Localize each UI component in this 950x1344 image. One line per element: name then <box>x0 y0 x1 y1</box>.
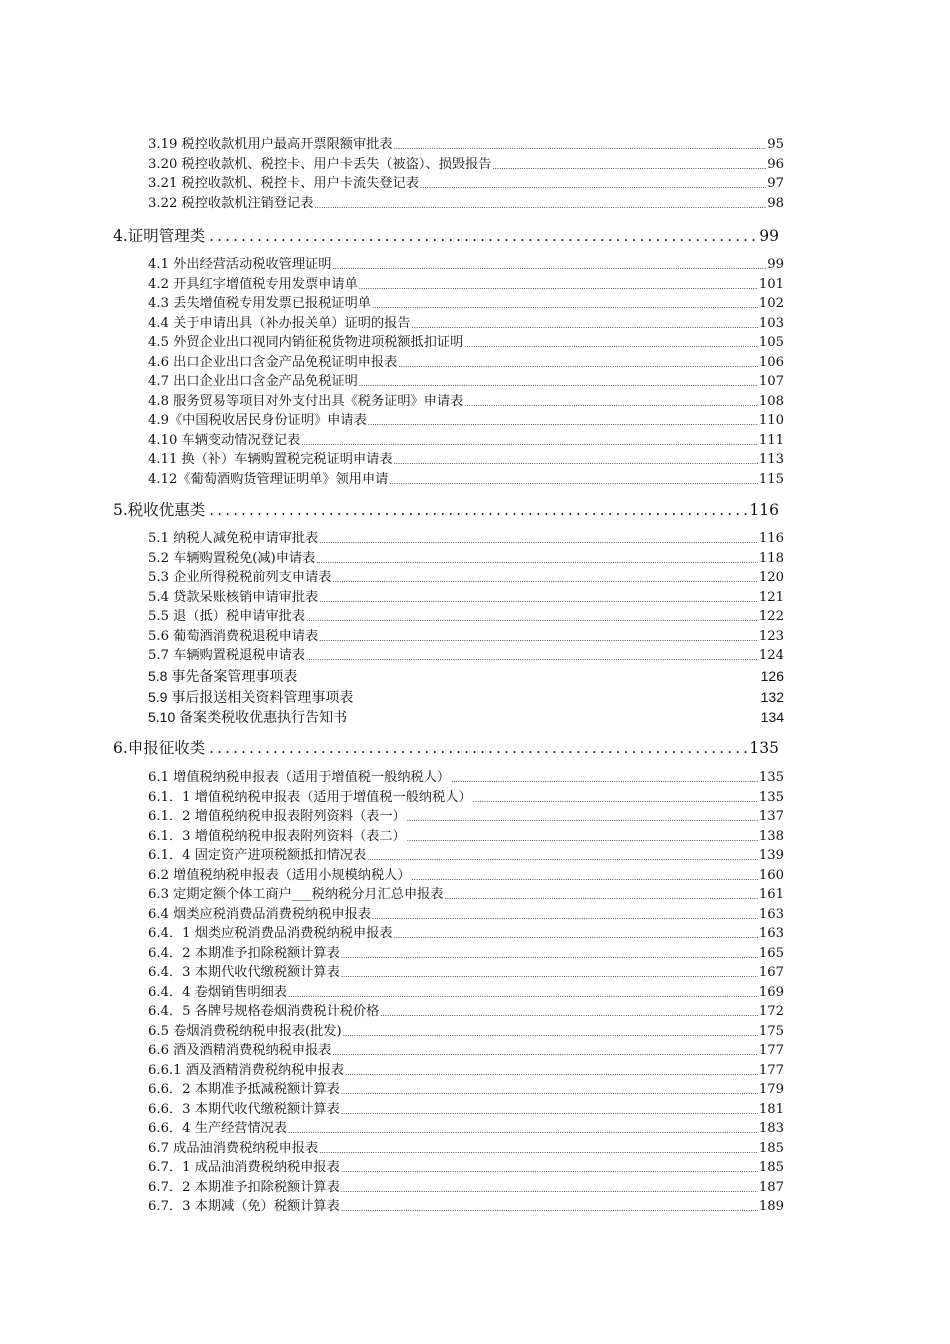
dot-leader <box>420 180 766 193</box>
toc-entry-title: 5.5 退（抵）税申请审批表 <box>148 609 306 624</box>
toc-entry[interactable] <box>148 550 784 568</box>
toc-entry[interactable] <box>148 789 784 807</box>
toc-page-number: 137 <box>758 809 784 824</box>
toc-entry[interactable] <box>148 451 784 469</box>
dot-leader <box>341 1184 758 1197</box>
dot-leader <box>359 378 758 391</box>
toc-page-number: 97 <box>767 176 784 191</box>
toc-entry-title: 5.7 车辆购置税退税申请表 <box>148 648 306 663</box>
toc-entry-title: 4.10 车辆变动情况登记表 <box>148 433 301 448</box>
toc-entry-title: 6.6．4 生产经营情况表 <box>148 1121 288 1136</box>
dot-leader <box>372 300 758 313</box>
toc-page-number: 113 <box>758 452 784 467</box>
toc-page-number: 160 <box>758 868 784 883</box>
toc-entry[interactable] <box>148 1023 784 1041</box>
toc-section-heading[interactable] <box>113 498 779 522</box>
toc-entry[interactable] <box>148 964 784 982</box>
toc-entry[interactable] <box>148 628 784 646</box>
toc-entry[interactable] <box>148 471 784 489</box>
toc-entry[interactable] <box>148 373 784 391</box>
dot-leader <box>209 736 747 760</box>
toc-entry[interactable] <box>148 136 784 154</box>
dot-leader <box>394 930 758 943</box>
dot-leader <box>319 1145 758 1158</box>
toc-page-number: 101 <box>758 277 784 292</box>
toc-entry-title: 6.1 增值税纳税申报表（适用于增值税一般纳税人） <box>148 770 451 785</box>
toc-entry-title: 5.税收优惠类 <box>113 501 206 519</box>
dot-leader <box>306 652 758 665</box>
dot-leader <box>372 911 758 924</box>
toc-entry-title: 6.7 成品油消费税纳税申报表 <box>148 1141 319 1156</box>
toc-entry-title: 6.6 酒及酒精消费税纳税申报表 <box>148 1043 332 1058</box>
toc-page-number: 181 <box>758 1102 784 1117</box>
toc-entry-title: 5.4 贷款呆账核销申请审批表 <box>148 590 319 605</box>
toc-entry-title: 6.4．3 本期代收代缴税额计算表 <box>148 965 340 980</box>
toc-entry[interactable] <box>148 295 784 313</box>
toc-entry-title: 6.3 定期定额个体工商户___税纳税分月汇总申报表 <box>148 887 444 902</box>
toc-entry-title: 5.2 车辆购置税免(减)申请表 <box>148 551 316 566</box>
dot-leader <box>412 872 758 885</box>
toc-entry-title: 4.9《中国税收居民身份证明》申请表 <box>148 413 367 428</box>
toc-entry-title: 5.1 纳税人减免税申请审批表 <box>148 531 319 546</box>
toc-page-number: 115 <box>758 472 784 487</box>
dot-leader <box>319 633 758 646</box>
dot-leader <box>343 1028 758 1041</box>
toc-page-number: 161 <box>758 887 784 902</box>
toc-page-number: 124 <box>758 648 784 663</box>
toc-page-number: 187 <box>758 1180 784 1195</box>
toc-page-number: 103 <box>758 316 784 331</box>
toc-entry-title: 6.1．3 增值税纳税申报表附列资料（表二） <box>148 829 406 844</box>
toc-entry[interactable] <box>148 769 784 787</box>
dot-leader <box>345 1067 758 1080</box>
dot-leader <box>341 969 758 982</box>
toc-page-number: 135 <box>749 739 779 757</box>
dot-leader <box>314 200 766 213</box>
toc-page-number: 185 <box>758 1141 784 1156</box>
toc-entry-title: 6.1．4 固定资产进项税额抵扣情况表 <box>148 848 367 863</box>
toc-entry[interactable] <box>148 256 784 274</box>
toc-entry[interactable] <box>148 687 784 707</box>
toc-page-number: 107 <box>758 374 784 389</box>
toc-entry-title: 4.12《葡萄酒购货管理证明单》领用申请 <box>148 472 389 487</box>
toc-page-number: 123 <box>758 629 784 644</box>
toc-entry[interactable] <box>148 1179 784 1197</box>
toc-entry-title: 4.4 关于申请出具（补办报关单）证明的报告 <box>148 316 411 331</box>
toc-page-number: 105 <box>758 335 784 350</box>
toc-entry[interactable] <box>148 707 784 727</box>
toc-entry-title: 6.4．5 各牌号规格卷烟消费税计税价格 <box>148 1004 380 1019</box>
dot-leader <box>394 141 767 154</box>
toc-entry[interactable] <box>148 984 784 1002</box>
toc-entry[interactable] <box>148 886 784 904</box>
toc-entry[interactable] <box>148 276 784 294</box>
toc-page-number: 165 <box>758 946 784 961</box>
toc-entry[interactable] <box>148 666 784 686</box>
toc-page-number: 122 <box>758 609 784 624</box>
toc-entry-title: 6.4．2 本期准予扣除税额计算表 <box>148 946 340 961</box>
dot-leader <box>319 594 758 607</box>
toc-entry-title: 6.6．2 本期准予抵减税额计算表 <box>148 1082 340 1097</box>
toc-entry[interactable] <box>148 432 784 450</box>
toc-page-number: 163 <box>758 926 784 941</box>
toc-entry-title: 6.4 烟类应税消费品消费税纳税申报表 <box>148 907 371 922</box>
toc-page-number: 116 <box>758 531 784 546</box>
toc-entry-title: 3.19 税控收款机用户最高开票限额审批表 <box>148 137 393 152</box>
toc-entry-title: 5.6 葡萄酒消费税退税申请表 <box>148 629 319 644</box>
dot-leader <box>332 1047 757 1060</box>
toc-page-number: 177 <box>758 1043 784 1058</box>
toc-entry[interactable] <box>148 1159 784 1177</box>
toc-entry[interactable] <box>148 945 784 963</box>
toc-entry-title: 6.7．1 成品油消费税纳税申报表 <box>148 1160 340 1175</box>
toc-page-number: 96 <box>767 157 784 172</box>
dot-leader <box>341 950 758 963</box>
toc-entry-title: 4.1 外出经营活动税收管理证明 <box>148 257 332 272</box>
toc-page-number: 169 <box>758 985 784 1000</box>
toc-entry-title: 5.8 事先备案管理事项表 <box>148 668 298 684</box>
toc-entry-title: 6.申报征收类 <box>113 739 206 757</box>
toc-page-number: 126 <box>760 668 784 684</box>
dot-leader <box>332 574 757 587</box>
toc-entry-title: 6.5 卷烟消费税纳税申报表(批发) <box>148 1024 342 1039</box>
toc-entry[interactable] <box>148 867 784 885</box>
dot-leader <box>394 456 758 469</box>
toc-entry-title: 6.7．3 本期减（免）税额计算表 <box>148 1199 340 1214</box>
toc-entry-title: 6.1．1 增值税纳税申报表（适用于增值税一般纳税人） <box>148 790 472 805</box>
toc-page-number: 179 <box>758 1082 784 1097</box>
dot-leader <box>209 498 747 522</box>
toc-entry-title: 3.22 税控收款机注销登记表 <box>148 196 314 211</box>
dot-leader <box>367 852 758 865</box>
toc-entry[interactable] <box>148 1140 784 1158</box>
toc-page-number: 111 <box>758 433 784 448</box>
toc-page-number: 183 <box>758 1121 784 1136</box>
toc-page-number: 110 <box>758 413 784 428</box>
toc-page-number: 121 <box>758 590 784 605</box>
toc-entry-title: 6.6.1 酒及酒精消费税纳税申报表 <box>148 1063 344 1078</box>
dot-leader <box>359 281 758 294</box>
toc-entry-title: 4.5 外贸企业出口视同内销征税货物进项税额抵扣证明 <box>148 335 464 350</box>
toc-page-number: 99 <box>759 227 779 245</box>
toc-page-number: 135 <box>758 770 784 785</box>
toc-entry[interactable] <box>148 334 784 352</box>
dot-leader <box>380 1008 757 1021</box>
dot-leader <box>341 1164 758 1177</box>
dot-leader <box>288 1125 758 1138</box>
toc-entry-title: 6.7．2 本期准予扣除税额计算表 <box>148 1180 340 1195</box>
toc-page-number: 99 <box>767 257 784 272</box>
toc-page-number: 134 <box>760 709 784 725</box>
dot-leader <box>341 1086 758 1099</box>
toc-entry[interactable] <box>148 1003 784 1021</box>
toc-entry-title: 6.4．1 烟类应税消费品消费税纳税申报表 <box>148 926 393 941</box>
dot-leader <box>464 398 758 411</box>
dot-leader <box>288 989 758 1002</box>
toc-page-number: 102 <box>758 296 784 311</box>
toc-section-heading[interactable] <box>113 224 779 248</box>
dot-leader <box>492 161 766 174</box>
dot-leader <box>332 261 766 274</box>
dot-leader <box>209 224 757 248</box>
toc-entry[interactable] <box>148 1042 784 1060</box>
toc-entry-title: 3.20 税控收款机、税控卡、用户卡丢失（被盗）、损毁报告 <box>148 157 492 172</box>
toc-entry-title: 4.证明管理类 <box>113 227 206 245</box>
dot-leader <box>407 833 758 846</box>
toc-page-number: 98 <box>767 196 784 211</box>
dot-leader <box>368 417 758 430</box>
toc-page-number: 185 <box>758 1160 784 1175</box>
toc-entry[interactable] <box>148 906 784 924</box>
toc-entry-title: 3.21 税控收款机、税控卡、用户卡流失登记表 <box>148 176 419 191</box>
toc-entry[interactable] <box>148 1198 784 1216</box>
toc-entry[interactable] <box>148 1062 784 1080</box>
toc-entry[interactable] <box>148 195 784 213</box>
toc-entry-title: 5.10 备案类税收优惠执行告知书 <box>148 709 348 725</box>
toc-page-number: 139 <box>758 848 784 863</box>
toc-page-number: 135 <box>758 790 784 805</box>
toc-page-number: 120 <box>758 570 784 585</box>
dot-leader <box>464 339 758 352</box>
dot-leader <box>341 1106 758 1119</box>
toc-page-number: 175 <box>758 1024 784 1039</box>
toc-entry[interactable] <box>148 1101 784 1119</box>
toc-page-number: 172 <box>758 1004 784 1019</box>
toc-entry[interactable] <box>148 828 784 846</box>
toc-page-number: 189 <box>758 1199 784 1214</box>
toc-entry-title: 4.3 丢失增值税专用发票已报税证明单 <box>148 296 371 311</box>
dot-leader <box>301 437 758 450</box>
dot-leader <box>451 774 758 787</box>
toc-entry-title: 4.11 换（补）车辆购置税完税证明申请表 <box>148 452 393 467</box>
toc-page-number: 95 <box>767 137 784 152</box>
toc-entry[interactable] <box>148 569 784 587</box>
toc-entry-title: 4.2 开具红字增值税专用发票申请单 <box>148 277 358 292</box>
toc-entry[interactable] <box>148 847 784 865</box>
toc-page-number: 116 <box>749 501 779 519</box>
toc-entry[interactable] <box>148 608 784 626</box>
toc-page-number: 132 <box>760 689 784 705</box>
toc-entry[interactable] <box>148 1081 784 1099</box>
toc-entry[interactable] <box>148 393 784 411</box>
toc-entry-title: 5.3 企业所得税税前列支申请表 <box>148 570 332 585</box>
toc-entry[interactable] <box>148 808 784 826</box>
toc-section-heading[interactable] <box>113 736 779 760</box>
dot-leader <box>473 794 758 807</box>
toc-entry-title: 6.2 增值税纳税申报表（适用小规模纳税人） <box>148 868 411 883</box>
toc-entry-title: 5.9 事后报送相关资料管理事项表 <box>148 689 354 705</box>
toc-page-number: 106 <box>758 355 784 370</box>
toc-entry[interactable] <box>148 354 784 372</box>
toc-entry-title: 4.6 出口企业出口含金产品免税证明申报表 <box>148 355 398 370</box>
toc-page-number: 177 <box>758 1063 784 1078</box>
toc-entry[interactable] <box>148 589 784 607</box>
dot-leader <box>445 891 758 904</box>
toc-entry[interactable] <box>148 530 784 548</box>
toc-entry[interactable] <box>148 1120 784 1138</box>
toc-entry[interactable] <box>148 315 784 333</box>
toc-entry-title: 6.4．4 卷烟销售明细表 <box>148 985 288 1000</box>
toc-entry[interactable] <box>148 925 784 943</box>
toc-entry-title: 4.8 服务贸易等项目对外支付出具《税务证明》申请表 <box>148 394 464 409</box>
dot-leader <box>398 359 757 372</box>
toc-entry[interactable] <box>148 156 784 174</box>
toc-page-number: 118 <box>758 551 784 566</box>
dot-leader <box>407 813 758 826</box>
dot-leader <box>389 476 757 489</box>
toc-page-number: 108 <box>758 394 784 409</box>
toc-page-number: 167 <box>758 965 784 980</box>
dot-leader <box>341 1203 758 1216</box>
dot-leader <box>319 535 758 548</box>
toc-entry[interactable] <box>148 647 784 665</box>
dot-leader <box>306 613 758 626</box>
toc-page-number: 163 <box>758 907 784 922</box>
dot-leader <box>412 320 758 333</box>
toc-page-number: 138 <box>758 829 784 844</box>
toc-entry[interactable] <box>148 412 784 430</box>
toc-entry-title: 4.7 出口企业出口含金产品免税证明 <box>148 374 358 389</box>
dot-leader <box>316 555 757 568</box>
toc-entry-title: 6.6．3 本期代收代缴税额计算表 <box>148 1102 340 1117</box>
toc-entry[interactable] <box>148 175 784 193</box>
toc-entry-title: 6.1．2 增值税纳税申报表附列资料（表一） <box>148 809 406 824</box>
